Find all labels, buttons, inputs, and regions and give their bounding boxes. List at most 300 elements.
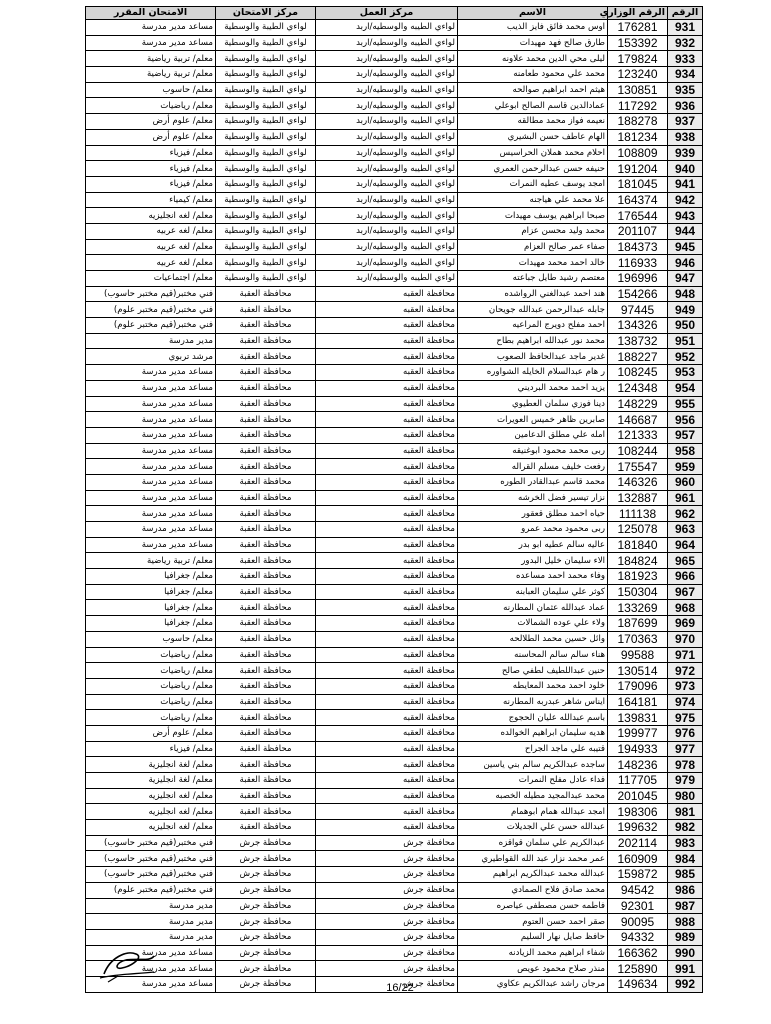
cell-national-id: 181045 [608, 176, 668, 192]
cell-serial: 969 [668, 616, 703, 632]
cell-work-center: محافظة العقبه [316, 647, 458, 663]
cell-national-id: 138732 [608, 333, 668, 349]
cell-work-center: لواءي الطيبه والوسطيه/اربد [316, 67, 458, 83]
cell-serial: 962 [668, 506, 703, 522]
cell-serial: 950 [668, 318, 703, 334]
cell-serial: 936 [668, 98, 703, 114]
cell-national-id: 149634 [608, 976, 668, 992]
cell-work-center: محافظة العقبه [316, 741, 458, 757]
cell-serial: 965 [668, 553, 703, 569]
cell-serial: 954 [668, 380, 703, 396]
cell-name: ولاء علي عوده الشمالات [458, 616, 608, 632]
cell-job: معلم/ علوم أرض [86, 725, 216, 741]
cell-job: مساعد مدير مدرسة [86, 506, 216, 522]
cell-national-id: 199632 [608, 820, 668, 836]
cell-job: مساعد مدير مدرسة [86, 459, 216, 475]
cell-work-center: محافظة العقبه [316, 725, 458, 741]
table-row [86, 851, 703, 867]
header-serial: الرقم [668, 7, 703, 20]
cell-work-center: لواءي الطيبه والوسطيه/اربد [316, 176, 458, 192]
cell-serial: 989 [668, 929, 703, 945]
cell-job: معلم/ لغة انجليزية [86, 773, 216, 789]
cell-job: مساعد مدير مدرسة [86, 412, 216, 428]
cell-national-id: 176544 [608, 208, 668, 224]
cell-job: مدير مدرسة [86, 914, 216, 930]
table-row [86, 145, 703, 161]
table-row [86, 396, 703, 412]
cell-name: فداء عادل مفلح النمرات [458, 773, 608, 789]
cell-name: ايناس شاهر عبدربه المطارنه [458, 694, 608, 710]
cell-name: طارق صالح فهد مهيدات [458, 35, 608, 51]
cell-serial: 943 [668, 208, 703, 224]
cell-name: ر هام عبدالسلام الخايله الشواوره [458, 365, 608, 381]
cell-name: حنين عبداللطيف لطفي صالح [458, 663, 608, 679]
cell-name: ربى محمود محمد عمرو [458, 522, 608, 538]
cell-job: فني مختبر(قيم مختبر حاسوب) [86, 286, 216, 302]
table-row [86, 553, 703, 569]
cell-name: دينا فوزي سلمان العطيوي [458, 396, 608, 412]
cell-job: معلم/ اجتماعيات [86, 271, 216, 287]
cell-exam-center: لواءي الطيبة والوسطية [216, 145, 316, 161]
cell-serial: 967 [668, 584, 703, 600]
cell-work-center: محافظة جرش [316, 914, 458, 930]
table-row [86, 914, 703, 930]
cell-national-id: 164181 [608, 694, 668, 710]
cell-job: معلم/ لغة انجليزية [86, 757, 216, 773]
table-row [86, 82, 703, 98]
cell-work-center: محافظة العقبه [316, 286, 458, 302]
cell-national-id: 94332 [608, 929, 668, 945]
cell-exam-center: محافظة العقبة [216, 318, 316, 334]
cell-name: امجد عبدالله همام ابوهمام [458, 804, 608, 820]
cell-work-center: لواءي الطيبه والوسطيه/اربد [316, 271, 458, 287]
cell-work-center: محافظة العقبه [316, 804, 458, 820]
table-header-row [86, 7, 703, 20]
cell-name: عمر محمد نزار عبد الله القواطيري [458, 851, 608, 867]
cell-exam-center: لواءي الطيبة والوسطية [216, 176, 316, 192]
cell-name: عبدالله محمد عبدالكريم ابراهيم [458, 867, 608, 883]
cell-serial: 966 [668, 569, 703, 585]
cell-job: معلم/ رياضيات [86, 694, 216, 710]
table-row [86, 945, 703, 961]
cell-exam-center: محافظة العقبة [216, 647, 316, 663]
table-row [86, 318, 703, 334]
table-row [86, 631, 703, 647]
cell-work-center: لواءي الطيبه والوسطيه/اربد [316, 35, 458, 51]
cell-serial: 952 [668, 349, 703, 365]
cell-work-center: محافظة العقبه [316, 443, 458, 459]
cell-serial: 983 [668, 835, 703, 851]
cell-exam-center: لواءي الطيبة والوسطية [216, 114, 316, 130]
table-row [86, 537, 703, 553]
cell-job: مساعد مدير مدرسة [86, 396, 216, 412]
cell-name: كوثر علي سليمان العبابنه [458, 584, 608, 600]
cell-job: معلم/ علوم أرض [86, 114, 216, 130]
cell-name: خلود احمد محمد المعايطه [458, 678, 608, 694]
cell-serial: 956 [668, 412, 703, 428]
table-row [86, 804, 703, 820]
cell-name: عمادالدين قاسم الصالح ابوعلي [458, 98, 608, 114]
cell-national-id: 181234 [608, 129, 668, 145]
cell-national-id: 196996 [608, 271, 668, 287]
cell-name: يزيد احمد محمد البرديني [458, 380, 608, 396]
cell-serial: 958 [668, 443, 703, 459]
cell-serial: 935 [668, 82, 703, 98]
cell-exam-center: محافظة العقبة [216, 584, 316, 600]
cell-work-center: لواءي الطيبه والوسطيه/اربد [316, 114, 458, 130]
cell-national-id: 117705 [608, 773, 668, 789]
cell-serial: 972 [668, 663, 703, 679]
cell-serial: 970 [668, 631, 703, 647]
cell-serial: 937 [668, 114, 703, 130]
cell-exam-center: محافظة جرش [216, 898, 316, 914]
cell-name: الهام عاطف حسن البشيري [458, 129, 608, 145]
cell-job: فني مختبر(قيم مختبر علوم) [86, 882, 216, 898]
cell-serial: 987 [668, 898, 703, 914]
cell-national-id: 201045 [608, 788, 668, 804]
cell-serial: 938 [668, 129, 703, 145]
cell-serial: 988 [668, 914, 703, 930]
cell-national-id: 166362 [608, 945, 668, 961]
cell-name: خالد احمد محمد مهيدات [458, 255, 608, 271]
cell-exam-center: محافظة العقبة [216, 302, 316, 318]
cell-work-center: لواءي الطيبه والوسطيه/اربد [316, 51, 458, 67]
candidates-table [85, 6, 703, 993]
table-row [86, 788, 703, 804]
cell-serial: 957 [668, 427, 703, 443]
cell-exam-center: محافظة العقبة [216, 427, 316, 443]
cell-exam-center: محافظة العقبة [216, 333, 316, 349]
cell-name: علا محمد علي هياجنه [458, 192, 608, 208]
cell-name: صفاء عمر صالح العزام [458, 239, 608, 255]
cell-exam-center: محافظة العقبة [216, 773, 316, 789]
cell-exam-center: محافظة العقبة [216, 725, 316, 741]
cell-work-center: لواءي الطيبه والوسطيه/اربد [316, 161, 458, 177]
cell-serial: 977 [668, 741, 703, 757]
cell-exam-center: محافظة العقبة [216, 820, 316, 836]
table-row [86, 616, 703, 632]
cell-work-center: محافظة العقبه [316, 773, 458, 789]
cell-national-id: 188227 [608, 349, 668, 365]
cell-name: اوس محمد فائق فايز الذيب [458, 20, 608, 36]
cell-national-id: 108809 [608, 145, 668, 161]
table-row [86, 506, 703, 522]
cell-job: معلم/ جغرافيا [86, 600, 216, 616]
cell-name: هند احمد عبدالغني الرواشده [458, 286, 608, 302]
cell-serial: 945 [668, 239, 703, 255]
table-row [86, 208, 703, 224]
cell-name: ربى محمد محمود ابوغنيقه [458, 443, 608, 459]
table-row [86, 647, 703, 663]
cell-work-center: محافظة العقبه [316, 663, 458, 679]
cell-national-id: 175547 [608, 459, 668, 475]
cell-work-center: محافظة جرش [316, 851, 458, 867]
cell-exam-center: لواءي الطيبة والوسطية [216, 271, 316, 287]
cell-serial: 980 [668, 788, 703, 804]
cell-serial: 942 [668, 192, 703, 208]
cell-exam-center: لواءي الطيبة والوسطية [216, 67, 316, 83]
cell-serial: 949 [668, 302, 703, 318]
cell-serial: 940 [668, 161, 703, 177]
cell-work-center: لواءي الطيبه والوسطيه/اربد [316, 192, 458, 208]
cell-serial: 964 [668, 537, 703, 553]
cell-exam-center: محافظة العقبة [216, 600, 316, 616]
cell-job: معلم/ تربية رياضية [86, 67, 216, 83]
cell-serial: 982 [668, 820, 703, 836]
cell-job: معلم/ رياضيات [86, 98, 216, 114]
cell-job: مساعد مدير مدرسة [86, 443, 216, 459]
cell-work-center: لواءي الطيبه والوسطيه/اربد [316, 208, 458, 224]
cell-job: معلم/ كيمياء [86, 192, 216, 208]
cell-job: مساعد مدير مدرسة [86, 537, 216, 553]
cell-serial: 971 [668, 647, 703, 663]
cell-exam-center: محافظة العقبة [216, 396, 316, 412]
cell-job: فني مختبر(قيم مختبر حاسوب) [86, 835, 216, 851]
table-row [86, 114, 703, 130]
cell-serial: 948 [668, 286, 703, 302]
cell-national-id: 148229 [608, 396, 668, 412]
cell-national-id: 184373 [608, 239, 668, 255]
cell-exam-center: محافظة العقبة [216, 459, 316, 475]
table-row [86, 302, 703, 318]
cell-name: صقر احمد حسن العتوم [458, 914, 608, 930]
table-row [86, 882, 703, 898]
table-row [86, 192, 703, 208]
cell-work-center: لواءي الطيبه والوسطيه/اربد [316, 239, 458, 255]
cell-national-id: 123240 [608, 67, 668, 83]
cell-name: هناء سالم سالم المحاسنه [458, 647, 608, 663]
table-row [86, 255, 703, 271]
cell-national-id: 159872 [608, 867, 668, 883]
cell-job: معلم/ رياضيات [86, 710, 216, 726]
table-row [86, 725, 703, 741]
cell-job: فني مختبر(قيم مختبر حاسوب) [86, 851, 216, 867]
cell-job: معلم/ فيزياء [86, 741, 216, 757]
table-row [86, 427, 703, 443]
cell-work-center: محافظة العقبه [316, 333, 458, 349]
cell-national-id: 179096 [608, 678, 668, 694]
cell-name: الاء سليمان خليل البدور [458, 553, 608, 569]
cell-exam-center: محافظة جرش [216, 882, 316, 898]
table-row [86, 600, 703, 616]
cell-exam-center: لواءي الطيبة والوسطية [216, 223, 316, 239]
cell-job: معلم/ لغه انجليزيه [86, 788, 216, 804]
table-row [86, 741, 703, 757]
cell-job: معلم/ لغه عربيه [86, 223, 216, 239]
cell-job: معلم/ تربية رياضية [86, 51, 216, 67]
cell-work-center: محافظة العقبه [316, 820, 458, 836]
table-row [86, 929, 703, 945]
cell-work-center: محافظة العقبه [316, 474, 458, 490]
cell-job: معلم/ جغرافيا [86, 616, 216, 632]
cell-serial: 981 [668, 804, 703, 820]
cell-serial: 990 [668, 945, 703, 961]
cell-national-id: 201107 [608, 223, 668, 239]
cell-exam-center: محافظة العقبة [216, 349, 316, 365]
table-row [86, 380, 703, 396]
cell-exam-center: لواءي الطيبة والوسطية [216, 239, 316, 255]
cell-work-center: محافظة العقبه [316, 600, 458, 616]
cell-serial: 973 [668, 678, 703, 694]
cell-job: مساعد مدير مدرسة [86, 427, 216, 443]
cell-national-id: 130851 [608, 82, 668, 98]
cell-name: محمد نور عبدالله ابراهيم بطاح [458, 333, 608, 349]
cell-national-id: 94542 [608, 882, 668, 898]
cell-exam-center: محافظة العقبة [216, 663, 316, 679]
table-row [86, 522, 703, 538]
cell-name: صبحا ابراهيم يوسف مهيدات [458, 208, 608, 224]
cell-exam-center: محافظة جرش [216, 976, 316, 992]
table-row [86, 271, 703, 287]
cell-exam-center: محافظة جرش [216, 929, 316, 945]
cell-job: مساعد مدير مدرسة [86, 365, 216, 381]
cell-serial: 979 [668, 773, 703, 789]
cell-serial: 959 [668, 459, 703, 475]
cell-exam-center: محافظة العقبة [216, 522, 316, 538]
cell-national-id: 154266 [608, 286, 668, 302]
signature-mark [96, 944, 158, 984]
cell-name: محمد علي محمود طعامنه [458, 67, 608, 83]
table-row [86, 663, 703, 679]
cell-exam-center: محافظة العقبة [216, 616, 316, 632]
cell-name: احمد مفلح دويرج المراعيه [458, 318, 608, 334]
cell-exam-center: محافظة جرش [216, 835, 316, 851]
cell-serial: 986 [668, 882, 703, 898]
cell-exam-center: محافظة العقبة [216, 694, 316, 710]
cell-job: معلم/ جغرافيا [86, 569, 216, 585]
cell-exam-center: محافظة العقبة [216, 710, 316, 726]
cell-national-id: 92301 [608, 898, 668, 914]
cell-national-id: 181840 [608, 537, 668, 553]
table-row [86, 239, 703, 255]
cell-national-id: 121333 [608, 427, 668, 443]
cell-job: معلم/ رياضيات [86, 678, 216, 694]
cell-serial: 961 [668, 490, 703, 506]
cell-job: مدير مدرسة [86, 929, 216, 945]
cell-work-center: محافظة العقبه [316, 412, 458, 428]
cell-national-id: 132887 [608, 490, 668, 506]
cell-national-id: 153392 [608, 35, 668, 51]
cell-work-center: محافظة العقبه [316, 318, 458, 334]
cell-national-id: 111138 [608, 506, 668, 522]
cell-serial: 941 [668, 176, 703, 192]
cell-exam-center: لواءي الطيبة والوسطية [216, 51, 316, 67]
cell-name: عماد عبدالله عثمان المطارنه [458, 600, 608, 616]
cell-job: مدير مدرسة [86, 333, 216, 349]
cell-exam-center: محافظة العقبة [216, 474, 316, 490]
table-row [86, 35, 703, 51]
cell-serial: 992 [668, 976, 703, 992]
cell-serial: 934 [668, 67, 703, 83]
cell-name: هديه سليمان ابراهيم الخوالده [458, 725, 608, 741]
cell-name: وائل حسين محمد الطلالحه [458, 631, 608, 647]
cell-serial: 968 [668, 600, 703, 616]
cell-work-center: محافظة جرش [316, 882, 458, 898]
cell-national-id: 124348 [608, 380, 668, 396]
cell-exam-center: محافظة العقبة [216, 365, 316, 381]
cell-work-center: محافظة العقبه [316, 490, 458, 506]
table-row [86, 20, 703, 36]
cell-work-center: محافظة العقبه [316, 553, 458, 569]
cell-serial: 932 [668, 35, 703, 51]
cell-work-center: محافظة العقبه [316, 380, 458, 396]
cell-serial: 955 [668, 396, 703, 412]
cell-job: معلم/ لغه انجليزيه [86, 804, 216, 820]
cell-work-center: محافظة جرش [316, 929, 458, 945]
table-row [86, 459, 703, 475]
cell-exam-center: محافظة العقبة [216, 757, 316, 773]
table-row [86, 365, 703, 381]
cell-exam-center: محافظة العقبة [216, 553, 316, 569]
cell-job: معلم/ حاسوب [86, 631, 216, 647]
cell-job: معلم/ فيزياء [86, 145, 216, 161]
cell-exam-center: محافظة العقبة [216, 569, 316, 585]
cell-job: معلم/ فيزياء [86, 161, 216, 177]
cell-work-center: محافظة العقبه [316, 506, 458, 522]
cell-national-id: 187699 [608, 616, 668, 632]
cell-name: احلام محمد هملان الحراسيس [458, 145, 608, 161]
cell-work-center: محافظة العقبه [316, 302, 458, 318]
table-row [86, 710, 703, 726]
cell-national-id: 139831 [608, 710, 668, 726]
cell-national-id: 202114 [608, 835, 668, 851]
cell-work-center: محافظة العقبه [316, 427, 458, 443]
cell-job: معلم/ رياضيات [86, 647, 216, 663]
table-row [86, 584, 703, 600]
table-row [86, 757, 703, 773]
cell-exam-center: محافظة جرش [216, 945, 316, 961]
cell-work-center: محافظة العقبه [316, 694, 458, 710]
cell-exam-center: لواءي الطيبة والوسطية [216, 208, 316, 224]
table-row [86, 678, 703, 694]
cell-serial: 984 [668, 851, 703, 867]
cell-serial: 985 [668, 867, 703, 883]
header-exam-center: مركز الامتحان [216, 7, 316, 20]
table-row [86, 129, 703, 145]
cell-job: مساعد مدير مدرسة [86, 522, 216, 538]
cell-name: رفعت خليف مسلم القراله [458, 459, 608, 475]
cell-exam-center: محافظة العقبة [216, 678, 316, 694]
cell-exam-center: محافظة العقبة [216, 506, 316, 522]
cell-serial: 975 [668, 710, 703, 726]
table-row [86, 773, 703, 789]
cell-national-id: 108245 [608, 365, 668, 381]
table-row [86, 694, 703, 710]
cell-name: عبدالله حسن علي الجديلات [458, 820, 608, 836]
cell-exam-center: لواءي الطيبة والوسطية [216, 129, 316, 145]
cell-job: معلم/ تربية رياضية [86, 553, 216, 569]
cell-job: معلم/ فيزياء [86, 176, 216, 192]
cell-name: نعيمه فواز محمد مطالقه [458, 114, 608, 130]
cell-work-center: محافظة العقبه [316, 459, 458, 475]
cell-name: صابرين ظاهر خميس العويرات [458, 412, 608, 428]
table-row [86, 443, 703, 459]
table-row [86, 98, 703, 114]
cell-national-id: 146326 [608, 474, 668, 490]
cell-national-id: 170363 [608, 631, 668, 647]
cell-name: ساجده عبدالكريم سالم بني ياسين [458, 757, 608, 773]
cell-job: معلم/ لغه انجليزيه [86, 208, 216, 224]
cell-job: مدير مدرسة [86, 898, 216, 914]
cell-national-id: 90095 [608, 914, 668, 930]
cell-exam-center: لواءي الطيبة والوسطية [216, 20, 316, 36]
cell-work-center: محافظة العقبه [316, 569, 458, 585]
cell-name: معتصم رشيد طايل جباعته [458, 271, 608, 287]
cell-serial: 991 [668, 961, 703, 977]
cell-serial: 946 [668, 255, 703, 271]
table-row [86, 835, 703, 851]
cell-work-center: لواءي الطيبه والوسطيه/اربد [316, 145, 458, 161]
